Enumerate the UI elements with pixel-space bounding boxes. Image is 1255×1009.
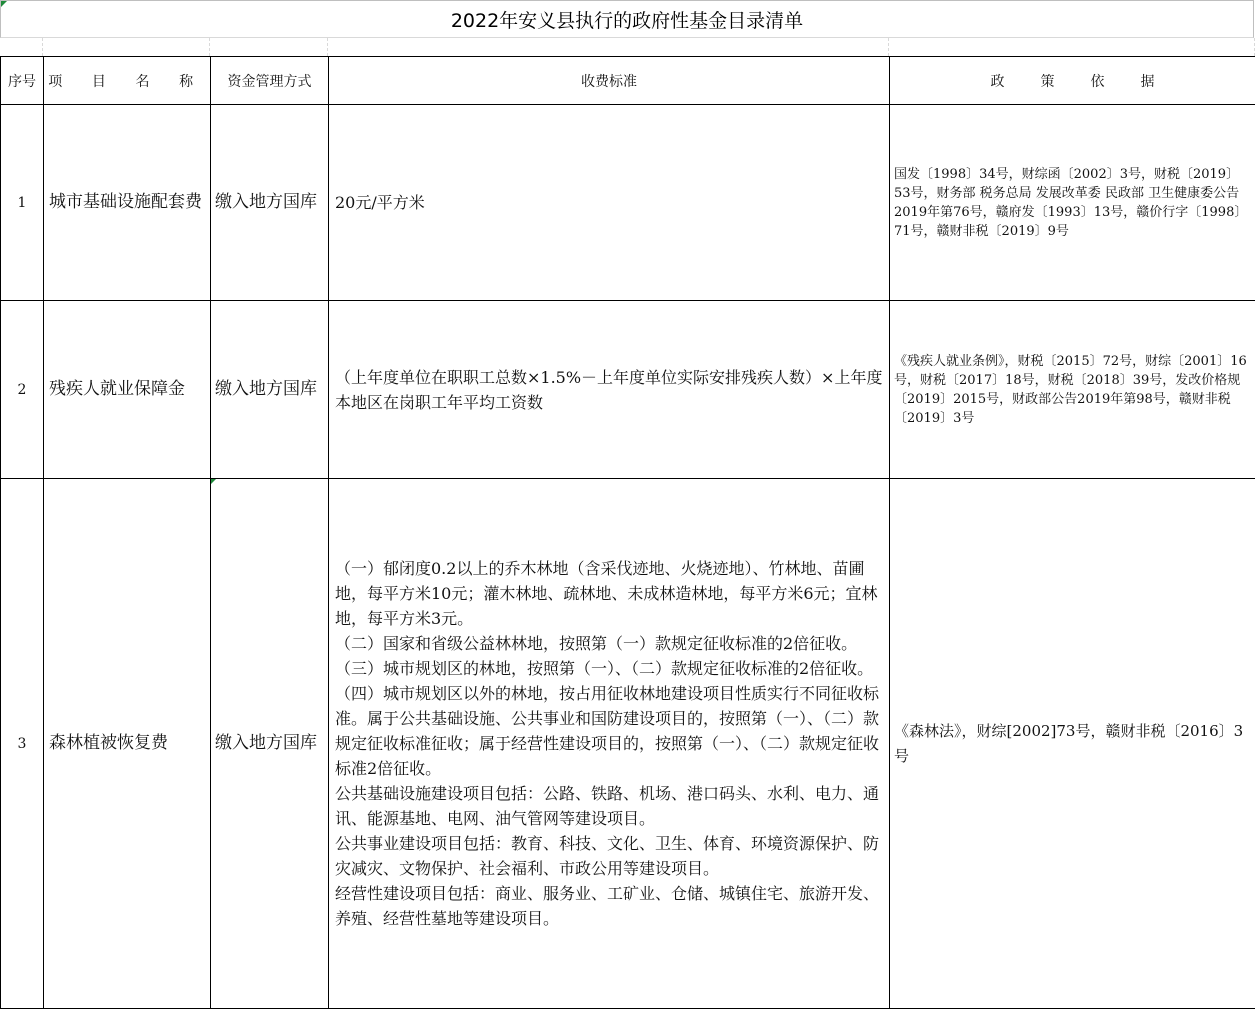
- standard-line: （一）郁闭度0.2以上的乔木林地（含采伐迹地、火烧迹地）、竹林地、苗圃地，每平方米10元；灌木林地、疏林地、未成林造林地，每平方米6元；宜林地，每平方米3元。: [335, 556, 883, 631]
- cell-no[interactable]: 2: [1, 301, 44, 479]
- cell-name[interactable]: 城市基础设施配套费: [44, 105, 211, 301]
- cell-mgmt-text: 缴入地方国库: [215, 733, 317, 753]
- standard-line: （三）城市规划区的林地，按照第（一）、（二）款规定征收标准的2倍征收。: [335, 656, 883, 681]
- sheet-title[interactable]: [0, 0, 1254, 38]
- table-row: [1, 105, 1255, 301]
- blank-row: [0, 38, 1255, 56]
- blank-cell[interactable]: [889, 38, 1255, 56]
- cell-mgmt[interactable]: 缴入地方国库: [211, 301, 329, 479]
- cell-policy[interactable]: 《残疾人就业条例》，财税〔2015〕72号，财综〔2001〕16号，财税〔2017〕18号，财税〔2018〕39号，发改价格规〔2019〕2015号，财政部公告2019年第98号，赣财非税〔2019〕3号: [890, 301, 1255, 479]
- header-no[interactable]: 序号: [1, 57, 44, 105]
- header-std[interactable]: 收费标准: [329, 57, 890, 105]
- cell-standard[interactable]: [329, 301, 890, 479]
- standard-line: （四）城市规划区以外的林地，按占用征收林地建设项目性质实行不同征收标准。属于公共基础设施、公共事业和国防建设项目的，按照第（一）、（二）款规定征收标准征收；属于经营性建设项目的，按照第（一）、（二）款规定征收标准2倍征收。: [335, 681, 883, 781]
- fund-table: [0, 56, 1255, 1009]
- header-row: [1, 57, 1255, 105]
- standard-line: 公共基础设施建设项目包括：公路、铁路、机场、港口码头、水利、电力、通讯、能源基地、电网、油气管网等建设项目。: [335, 781, 883, 831]
- header-policy-char: 依: [1091, 74, 1105, 90]
- cell-standard[interactable]: [329, 105, 890, 301]
- header-name[interactable]: [44, 57, 211, 105]
- cell-policy[interactable]: 国发〔1998〕34号，财综函〔2002〕3号，财税〔2019〕53号，财务部 税务总局 发展改革委 民政部 卫生健康委公告2019年第76号，赣府发〔1993〕13号，赣价行字〔1998〕71号，赣财非税〔2019〕9号: [890, 105, 1255, 301]
- cell-comment-marker: [211, 479, 216, 484]
- table-row: [1, 301, 1255, 479]
- cell-policy[interactable]: 《森林法》，财综[2002]73号，赣财非税〔2016〕3号: [890, 479, 1255, 1009]
- standard-line: 经营性建设项目包括：商业、服务业、工矿业、仓储、城镇住宅、旅游开发、养殖、经营性墓地等建设项目。: [335, 881, 883, 931]
- standard-line: （二）国家和省级公益林林地，按照第（一）款规定征收标准的2倍征收。: [335, 631, 883, 656]
- header-policy-char: 政: [991, 74, 1005, 90]
- standard-line: （上年度单位在职职工总数×1.5%－上年度单位实际安排残疾人数）×上年度本地区在岗职工年平均工资数: [335, 365, 883, 415]
- header-policy[interactable]: [890, 57, 1255, 105]
- standard-line: 20元/平方米: [335, 190, 883, 215]
- header-policy-char: 据: [1141, 74, 1155, 90]
- cell-standard[interactable]: [329, 479, 890, 1009]
- blank-cell[interactable]: [43, 38, 210, 56]
- cell-mgmt[interactable]: 缴入地方国库: [211, 105, 329, 301]
- cell-name[interactable]: 森林植被恢复费: [44, 479, 211, 1009]
- header-policy-char: 策: [1041, 74, 1055, 90]
- header-mgmt[interactable]: 资金管理方式: [211, 57, 329, 105]
- header-name-text: 项 目 名 称: [48, 74, 206, 90]
- cell-name[interactable]: 残疾人就业保障金: [44, 301, 211, 479]
- cell-no[interactable]: 3: [1, 479, 44, 1009]
- table-row: [1, 479, 1255, 1009]
- sheet-title-text: 2022年安义县执行的政府性基金目录清单: [451, 6, 803, 33]
- blank-cell[interactable]: [0, 38, 43, 56]
- cell-no[interactable]: 1: [1, 105, 44, 301]
- blank-cell[interactable]: [328, 38, 889, 56]
- cell-mgmt[interactable]: [211, 479, 329, 1009]
- cell-comment-marker: [1, 1, 7, 7]
- blank-cell[interactable]: [210, 38, 328, 56]
- standard-line: 公共事业建设项目包括：教育、科技、文化、卫生、体育、环境资源保护、防灾减灾、文物保护、社会福利、市政公用等建设项目。: [335, 831, 883, 881]
